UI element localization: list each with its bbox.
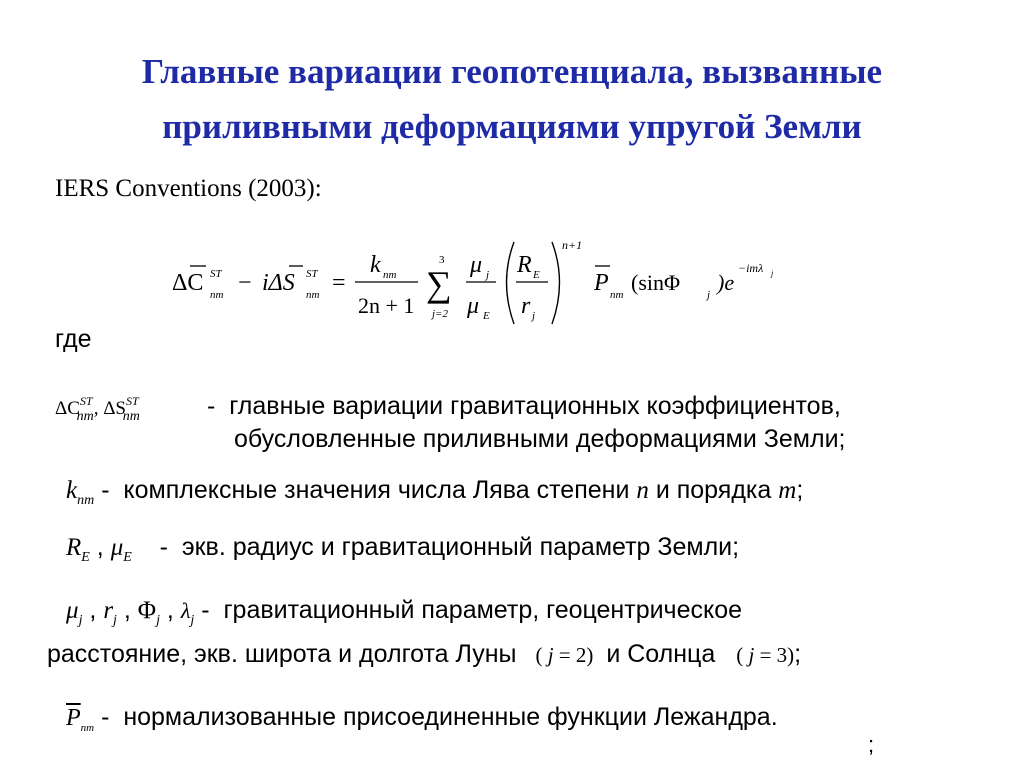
formula-lhs-c-sup: ST: [210, 268, 222, 280]
def4-r-sub: j: [113, 613, 117, 628]
def4-text-1: гравитационный параметр, геоцентрическое: [223, 596, 743, 624]
title-line-2: приливными деформациями упругой Земли: [162, 107, 862, 146]
def1-dash: -: [207, 392, 216, 420]
formula-2n1: 2n + 1: [358, 293, 415, 318]
def4-dash: -: [201, 596, 210, 624]
def3-text: экв. радиус и гравитационный параметр Земли;: [181, 533, 740, 561]
def3-dash: -: [159, 533, 168, 561]
definition-1-text-line-2: обусловленные приливными деформациями Земли;: [234, 425, 846, 453]
formula-lhs-s: iΔS: [262, 270, 295, 296]
def4-lambda: λ: [180, 598, 191, 623]
def1-separator: ,: [93, 398, 99, 419]
definition-2: [66, 476, 804, 508]
formula-left-paren: [507, 242, 515, 324]
formula-lhs-s-sup: ST: [306, 268, 318, 280]
def3-r-sub: E: [81, 550, 90, 565]
definition-3: [66, 533, 740, 565]
formula-mu-j-sub: j: [486, 269, 490, 281]
formula-mu-j: μ: [470, 252, 483, 278]
source-line: IERS Conventions (2003):: [55, 175, 322, 202]
def4-end: ;: [794, 640, 802, 668]
def4-sun-cond: [736, 643, 794, 667]
formula-e: )e: [717, 270, 735, 295]
where-label: где: [55, 325, 92, 353]
def5-symbol: $\overline{P}$: [66, 705, 81, 731]
formula-right-paren: [552, 242, 560, 324]
def3-comma: ,: [96, 533, 104, 561]
formula-sum-sign: ∑: [426, 264, 452, 304]
def1-symbol-s: ΔS: [103, 398, 127, 419]
def1-s-sup: ST: [126, 394, 139, 408]
formula-svg: [170, 232, 790, 332]
def4-comma-1: ,: [89, 596, 97, 624]
def4-moon-cond: [535, 643, 593, 667]
formula-r-e: R: [517, 252, 532, 278]
stray-semicolon: ;: [868, 732, 875, 757]
def4-comma-3: ,: [166, 596, 174, 624]
def1-c-sup: ST: [79, 394, 93, 408]
def3-mu-sub: E: [123, 550, 132, 565]
definition-1-text-line-1: [207, 392, 841, 421]
def2-n: n: [636, 477, 649, 504]
def3-symbol-r: R: [66, 534, 82, 561]
definition-5: [66, 703, 778, 732]
def4-moon-open: (: [535, 643, 543, 667]
def4-phi: Φ: [137, 597, 157, 624]
formula-r-j: r: [521, 293, 531, 319]
title-line-1: Главные вариации геопотенциала, вызванные: [141, 52, 883, 91]
formula-lhs-s-sub: nm: [306, 289, 320, 301]
formula-sin-sub: j: [707, 289, 711, 301]
def4-r: r: [103, 597, 114, 624]
def4-moon-j: j: [547, 643, 554, 667]
def4-sun-open: (: [736, 643, 744, 667]
def1-symbol-c: ΔC: [55, 398, 80, 419]
main-formula: [170, 232, 790, 332]
def5-sub: nm: [80, 722, 95, 734]
formula-k: k: [370, 252, 381, 278]
formula-sum-lower: j=2: [432, 308, 448, 320]
def5-dash: -: [101, 703, 110, 731]
slide-title: [0, 44, 1024, 154]
def4-sun-rest: = 3): [759, 643, 795, 667]
def1-text-1: главные вариации гравитационных коэффициентов,: [229, 392, 841, 420]
def4-mu-sub: j: [78, 613, 83, 628]
formula-k-sub: nm: [383, 269, 397, 281]
def2-text: комплексные значения числа Лява степени: [123, 476, 630, 504]
definition-4-symbols: [66, 596, 743, 628]
def2-end: ;: [796, 476, 804, 504]
definition-4-text-line-2: [47, 640, 801, 669]
formula-exp-sub: j: [771, 269, 774, 278]
formula-r-e-sub: E: [533, 269, 540, 281]
def4-lambda-sub: j: [190, 613, 195, 628]
def4-phi-sub: j: [156, 613, 160, 628]
formula-lhs-c-sub: nm: [210, 289, 224, 301]
def2-and: и порядка: [655, 476, 772, 504]
formula-exp: −imλ: [738, 261, 764, 275]
def2-m: m: [778, 477, 797, 504]
formula-equals: =: [332, 270, 346, 296]
definition-1-symbols: [55, 392, 140, 424]
formula-sum-upper: 3: [439, 254, 445, 266]
def3-symbol-mu: μ: [110, 534, 124, 561]
def5-text: нормализованные присоединенные функции Лежандра.: [123, 703, 778, 731]
formula-minus: −: [238, 270, 252, 296]
formula-mu-e: μ: [467, 293, 480, 319]
def4-and-sun: и Солнца: [606, 640, 716, 668]
def2-sub: nm: [77, 493, 95, 508]
def1-c-sub: nm: [76, 409, 94, 424]
def4-text-2: расстояние, экв. широта и долгота Луны: [47, 640, 517, 668]
formula-lhs-c: ΔC: [172, 270, 204, 296]
formula-sin: (sinΦ: [631, 270, 681, 295]
def2-dash: -: [101, 476, 110, 504]
def4-mu: μ: [66, 597, 79, 624]
def4-moon-rest: = 2): [558, 643, 594, 667]
formula-power: n+1: [562, 238, 583, 252]
formula-p: P: [594, 270, 609, 296]
def2-symbol: k: [66, 477, 78, 504]
def4-sun-j: j: [748, 643, 755, 667]
formula-mu-e-sub: E: [483, 310, 490, 322]
def1-s-sub: nm: [122, 409, 140, 424]
formula-r-j-sub: j: [532, 310, 536, 322]
formula-p-sub: nm: [610, 289, 624, 301]
def4-comma-2: ,: [123, 596, 131, 624]
